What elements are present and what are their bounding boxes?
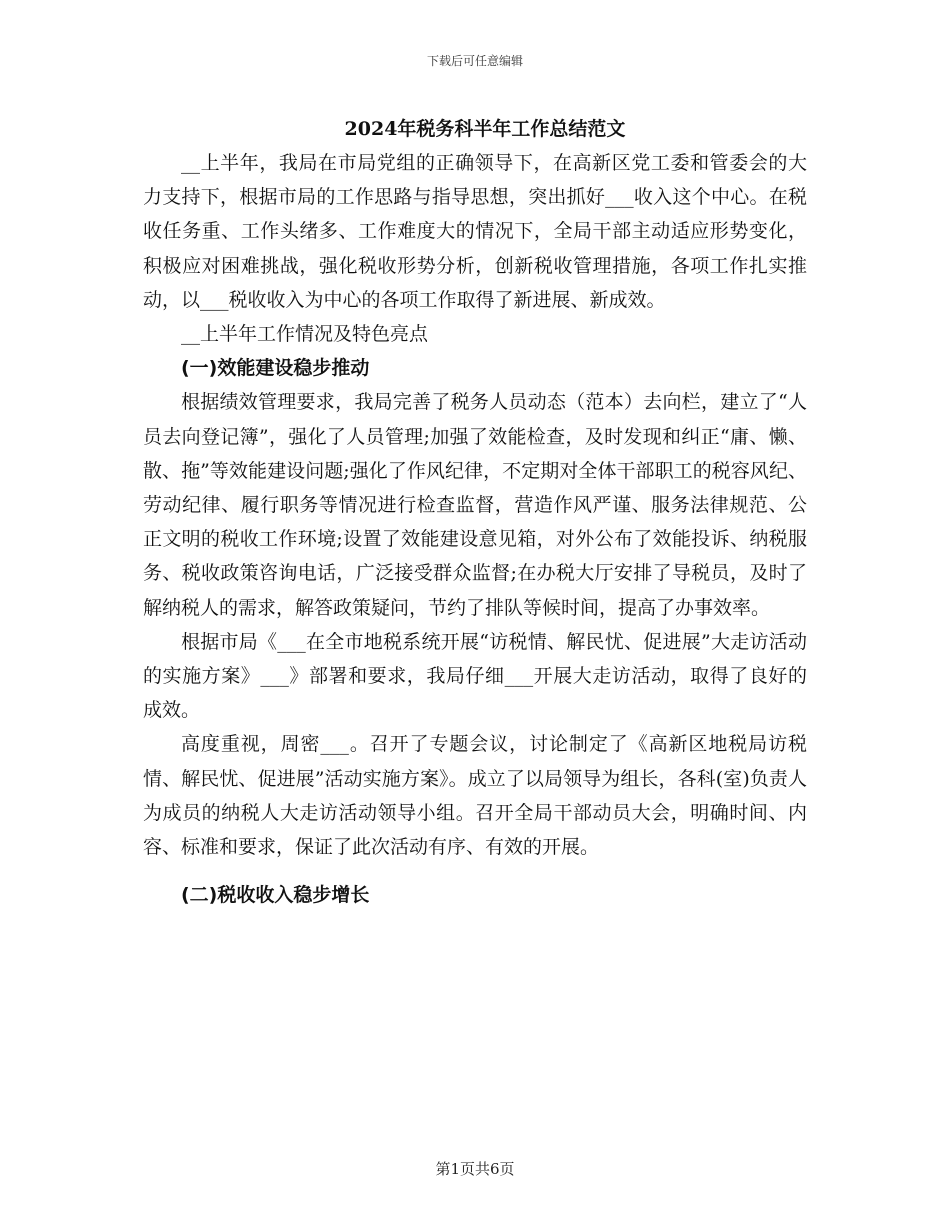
section-heading-revenue: (二)税收收入稳步增长: [181, 884, 370, 907]
section-heading-efficiency: (一)效能建设稳步推动: [181, 357, 370, 380]
spacer: [143, 864, 807, 878]
document-title: 2024年税务科半年工作总结范文: [344, 118, 626, 140]
summary-heading-line: __上半年工作情况及特色亮点: [181, 323, 429, 346]
efficiency-paragraph: 根据绩效管理要求，我局完善了税务人员动态（范本）去向栏，建立了“人员去向登记簿”，强化了人员管理;加强了效能检查，及时发现和纠正“庸、懒、散、拖”等效能建设问题;强化了作风纪律，不定期对全体干部职工的税容风纪、劳动纪律、履行职务等情况进行检查监督，营造作风严谨、服务法律规范、公正文明的税收工作环境;设置了效能建设意见箱，对外公布了效能投诉、纳税服务、税收政策咨询电话，广泛接受群众监督;在办税大厅安排了导税员，及时了解纳税人的需求，解答政策疑问，节约了排队等候时间，提高了办事效率。: [143, 391, 807, 619]
page-number: 第1页共6页: [435, 1160, 515, 1178]
page-header-note: 下载后可任意编辑: [426, 54, 523, 68]
visit-activity-paragraph: 根据市局《___在全市地税系统开展“访税情、解民忧、促进展”大走访活动的实施方案》___》部署和要求，我局仔细___开展大走访活动，取得了良好的成效。: [143, 630, 807, 722]
planning-paragraph: 高度重视，周密___。召开了专题会议，讨论制定了《高新区地税局访税情、解民忧、促进展”活动实施方案》。成立了以局领导为组长，各科(室)负责人为成员的纳税人大走访活动领导小组。召开全局干部动员大会，明确时间、内容、标准和要求，保证了此次活动有序、有效的开展。: [143, 733, 807, 859]
document-body: [143, 114, 807, 912]
intro-paragraph: __上半年，我局在市局党组的正确领导下，在高新区党工委和管委会的大力支持下，根据市局的工作思路与指导思想，突出抓好___收入这个中心。在税收任务重、工作头绪多、工作难度大的情况下，全局干部主动适应形势变化，积极应对困难挑战，强化税收形势分析，创新税收管理措施，各项工作扎实推动，以___税收收入为中心的各项工作取得了新进展、新成效。: [143, 152, 807, 311]
